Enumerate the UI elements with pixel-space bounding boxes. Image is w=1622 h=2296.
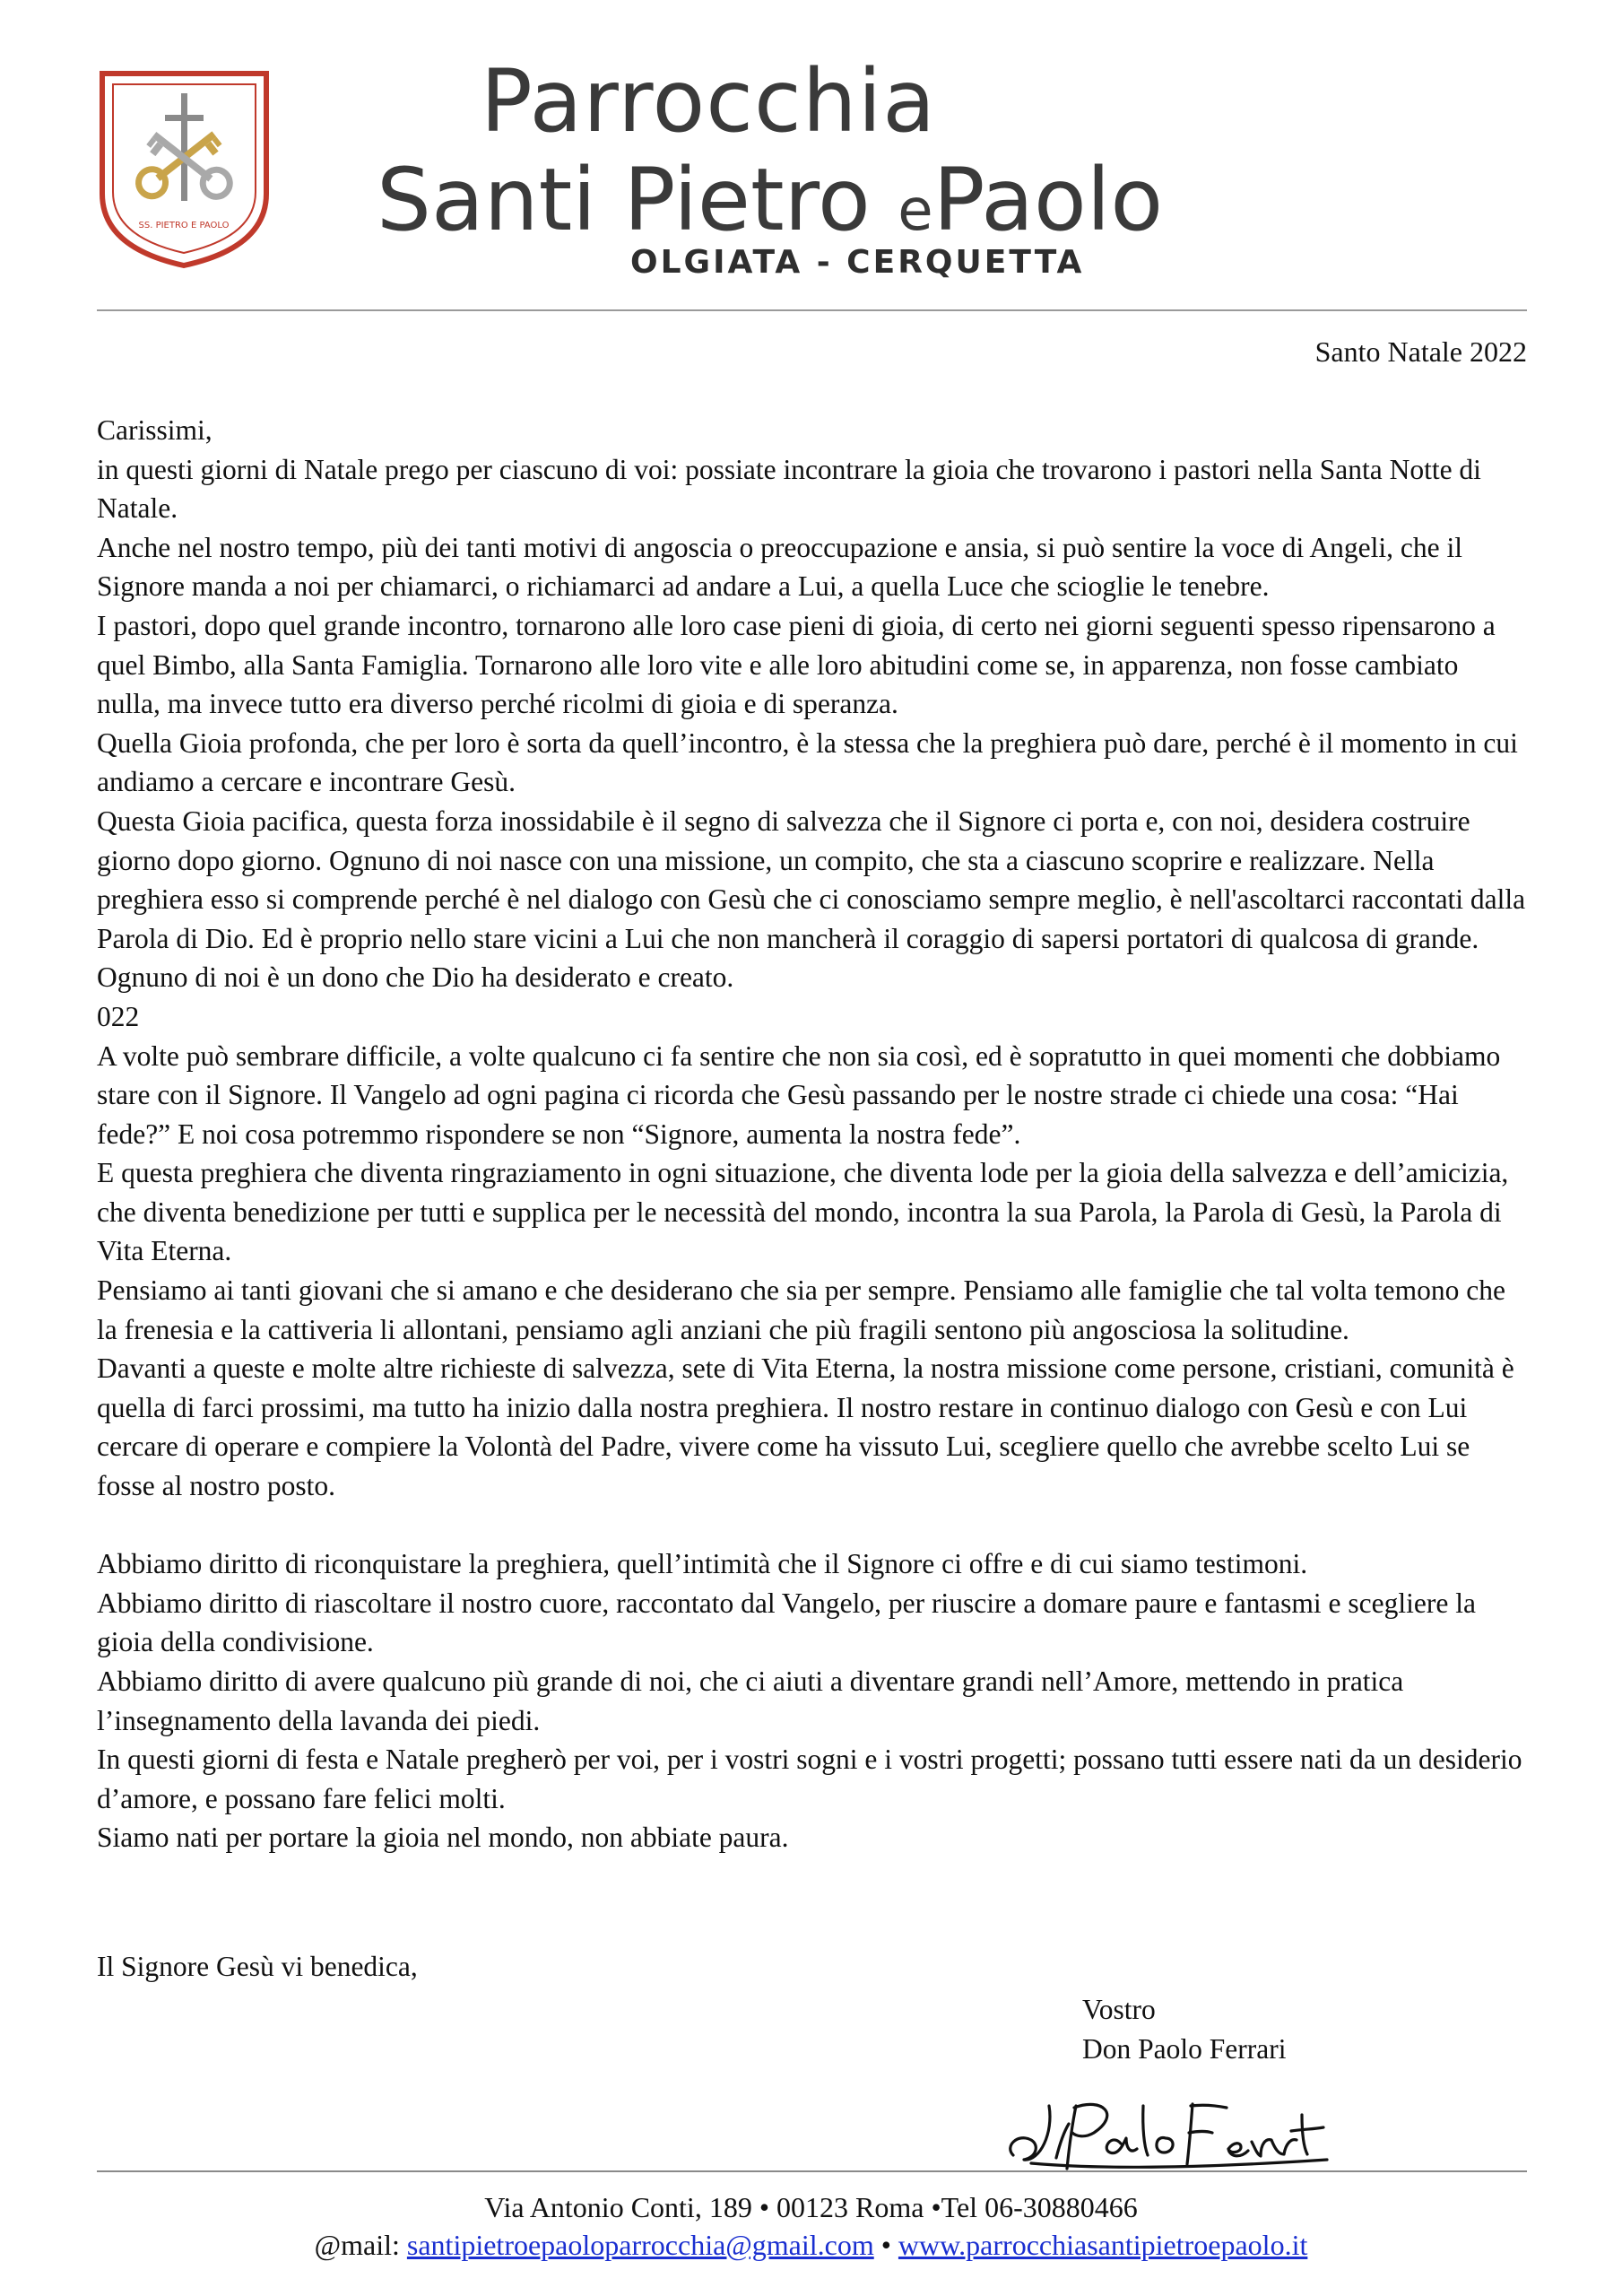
body-paragraph: Pensiamo ai tanti giovani che si amano e che desiderano che sia per sempre. Pensiamo alle famiglie che tal volta temono che la frenesia e la cattiveria li allontani, pensiamo agli anziani che più fragili sentono più angosciosa la solitudine. (97, 1274, 1505, 1345)
body-paragraph: In questi giorni di festa e Natale pregherò per voi, per i vostri sogni e i vostri progetti; possano tutti essere nati da un desiderio d’amore, e possano fare felici molti. (97, 1744, 1522, 1814)
footer-address: Via Antonio Conti, 189 • 00123 Roma •Tel 06-30880466 (484, 2191, 1138, 2223)
letterhead (0, 0, 1622, 309)
handwritten-signature-icon (986, 2079, 1345, 2178)
header-divider (97, 309, 1527, 311)
body-paragraph: Quella Gioia profonda, che per loro è sorta da quell’incontro, è la stessa che la preghiera può dare, perché è il momento in cui andiamo a cercare e incontrare Gesù. (97, 726, 1518, 798)
parish-crest-keys-sword-icon (97, 68, 272, 271)
signature-block (1082, 1990, 1286, 2069)
letter-date: Santo Natale 2022 (1314, 335, 1527, 368)
body-paragraph: Anche nel nostro tempo, più dei tanti motivi di angoscia o preoccupazione e ansia, si può sentire la voce di Angeli, che il Signore manda a noi per chiamarci, o richiamarci ad andare a Lui, a quella Luce che scioglie le tenebre. (97, 531, 1462, 603)
body-paragraph (97, 1506, 1527, 1545)
letter-body (97, 411, 1527, 1857)
body-paragraph: I pastori, dopo quel grande incontro, tornarono alle loro case pieni di gioia, di certo nei giorni seguenti spesso ripensarono a quel Bimbo, alla Santa Famiglia. Tornarono alle loro vite e alle loro abitudini come se, in apparenza, non fosse cambiato nulla, ma invece tutto era diverso perché ricolmi di gioia e di speranza. (97, 609, 1496, 720)
body-paragraph: Abbiamo diritto di avere qualcuno più grande di noi, che ci aiuti a diventare grandi nell’Amore, mettendo in pratica l’insegnamento della lavanda dei piedi. (97, 1665, 1404, 1736)
footer-separator: • (880, 2229, 891, 2261)
sign-off: Vostro (1082, 1994, 1156, 2025)
footer-contacts (0, 2226, 1622, 2264)
body-paragraph: Siamo nati per portare la gioia nel mondo, non abbiate paura. (97, 1822, 789, 1854)
body-paragraph: Questa Gioia pacifica, questa forza inossidabile è il segno di salvezza che il Signore ci porta e, con noi, desidera costruire giorno dopo giorno. Ognuno di noi nasce con una missione, un compito, che sta a ciascuno scoprire e realizzare. Nella preghiera esso si comprende perché è nel dialogo con Gesù che ci conosciamo sempre meglio, è nell'ascoltarci raccontati dalla Parola di Dio. Ed è proprio nello stare vicini a Lui che non mancherà il coraggio di sapersi portatori di qualcosa di grande. (97, 804, 1526, 954)
body-paragraph: Ognuno di noi è un dono che Dio ha desiderato e creato. (97, 961, 734, 994)
parish-name-line1: Parrocchia (480, 51, 937, 152)
body-paragraph: 022 (97, 1000, 140, 1032)
body-paragraph: Davanti a queste e molte altre richieste di salvezza, sete di Vita Eterna, la nostra missione come persone, cristiani, comunità è quella di farci prossimi, ma tutto ha inizio dalla nostra preghiera. Il nostro restare in continuo dialogo con Gesù e con Lui cercare di operare e compiere la Volontà del Padre, vivere come ha vissuto Lui, scegliere quello che avrebbe scelto Lui se fosse al nostro posto. (97, 1352, 1514, 1502)
parish-name (377, 52, 1273, 260)
signer-name: Don Paolo Ferrari (1082, 2033, 1287, 2065)
body-paragraph: E questa preghiera che diventa ringraziamento in ogni situazione, che diventa lode per la gioia della salvezza e dell’amicizia, che diventa benedizione per tutti e supplica per le necessità del mondo, incontra la sua Parola, la Parola di Gesù, la Parola di Vita Eterna. (97, 1157, 1509, 1267)
body-paragraph: Carissimi, (97, 414, 213, 446)
crest-inscription: SS. PIETRO E PAOLO (138, 221, 230, 230)
body-paragraph: Abbiamo diritto di riascoltare il nostro cuore, raccontato dal Vangelo, per riuscire a domare paure e fantasmi e scegliere la gioia della condivisione. (97, 1587, 1476, 1658)
parish-location: OLGIATA - CERQUETTA (630, 244, 1085, 281)
closing-blessing: Il Signore Gesù vi benedica, (97, 1951, 418, 1982)
footer (0, 2188, 1622, 2264)
website-link[interactable]: www.parrocchiasantipietroepaolo.it (898, 2229, 1308, 2261)
body-paragraph: in questi giorni di Natale prego per ciascuno di voi: possiate incontrare la gioia che trovarono i pastori nella Santa Notte di Natale. (97, 453, 1481, 525)
body-paragraph: Abbiamo diritto di riconquistare la preghiera, quell’intimità che il Signore ci offre e di cui siamo testimoni. (97, 1548, 1308, 1580)
email-label: @mail: (314, 2229, 400, 2261)
email-link[interactable]: santipietroepaoloparrocchia@gmail.com (406, 2229, 874, 2261)
parish-name-line2: Santi Pietro ePaolo (377, 150, 1164, 250)
body-paragraph: A volte può sembrare difficile, a volte qualcuno ci fa sentire che non sia così, ed è sopratutto in quei momenti che dobbiamo stare con il Signore. Il Vangelo ad ogni pagina ci ricorda che Gesù passando per le nostre strade ci chiede una cosa: “Hai fede?” E noi cosa potremmo rispondere se non “Signore, aumenta la nostra fede”. (97, 1039, 1501, 1150)
footer-divider (97, 2170, 1527, 2172)
